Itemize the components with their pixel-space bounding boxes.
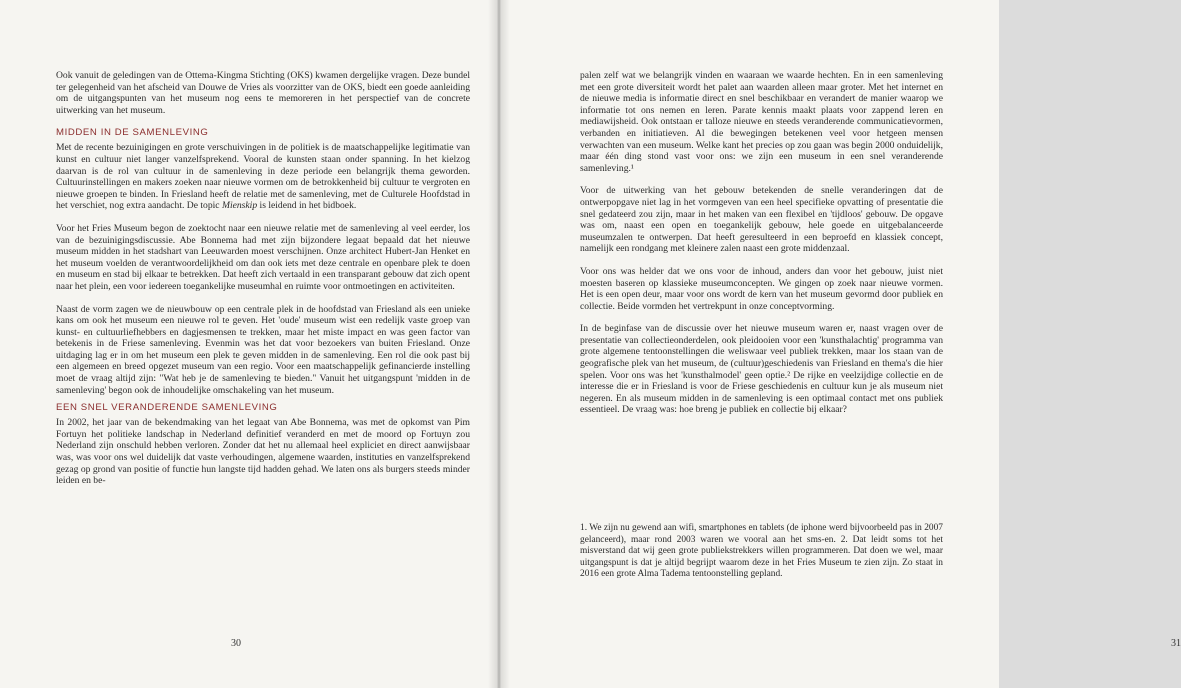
paragraph-text: is leidend in het bidboek. [257,200,357,212]
paragraph: In de beginfase van de discussie over het nieuwe museum waren er, naast vragen over de presentatie van collectieonderdelen, ook pleidooien voor een 'kunsthalachtig' programma van grote algemene tentoonstellingen die weliswaar veel publiek trekken, maar los staan van de geografische plek van het museum, de (cultuur)geschiedenis van Friesland en thema's die hier spelen. Voor ons was het 'kunsthalmodel' geen optie.² De rijke en veelzijdige collectie en de interesse die er in Friesland is voor de Friese geschiedenis en cultuur kun je als museum niet negeren. En als museum midden in de samenleving is een optimaal contact met ons publiek essentieel. De vraag was: hoe breng je publiek en collectie bij elkaar? [580,323,943,416]
page-number: 31 [1171,638,1181,649]
footnote-text: 1. We zijn nu gewend aan wifi, smartphones en tablets (de iphone werd bijvoorbeeld pas in 2007 gelanceerd), maar rond 2003 waren we vooral aan het sms-en. 2. Dat leidt soms tot het misverstand dat wij geen grote publiekstrekkers willen programmeren. Dat doen we wel, maar uitgangspunt is dat je altijd begrijpt waarom deze in het Fries Museum te zien zijn. Zo staat in 2016 een grote Alma Tadema tentoonstelling gepland. [580,523,943,580]
paragraph: Voor ons was helder dat we ons voor de inhoud, anders dan voor het gebouw, juist niet moesten baseren op klassieke museumconcepten. We gingen op zoek naar nieuwe vormen. Het is een open deur, maar voor ons wordt de kern van het museum gevormd door publiek en collectie. Beide vormden het vertrekpunt in onze conceptvorming. [580,265,943,312]
paragraph: Naast de vorm zagen we de nieuwbouw op een centrale plek in de hoofdstad van Friesland als een unieke kans om ook het museum een nieuwe rol te geven. Het 'oude' museum wist een redelijk vaste groep van kunst- en cultuurliefhebbers en dagjesmensen te trekken, maar het miste impact en was geen factor van betekenis in de Friese samenleving. Evenmin was het dat voor bezoekers van buiten Friesland. Onze uitdaging lag er in om het museum een plek te geven midden in de samenleving. Een rol die ook past bij een algemeen en breed opgezet museum van een regio. Voor een maatschappelijk gefinancierde instelling moet de vraag altijd zijn: "Wat heb je de samenleving te bieden." Vanuit het uitgangspunt 'midden in de samenleving' begon ook de inhoudelijke omschakeling van het museum. [56,303,470,396]
paragraph [56,142,470,212]
paragraph: Voor de uitwerking van het gebouw betekenden de snelle veranderingen dat de ontwerpopgave niet lag in het vormgeven van een heel specifieke opvatting of presentatie die snel gedateerd zou zijn, maar in het maken van een flexibel en 'tijdloos' gebouw. De opgave was om, naast een open en toegankelijk gebouw, hele goede en uitgebalanceerde museumzalen te ontwerpen. Dat heeft geresulteerd in een beproefd en klassiek concept, namelijk een rondgang met kleinere zalen naast een grote middenzaal. [580,185,943,255]
italic-term: Mienskip [221,200,258,212]
footnotes [580,523,943,581]
section-heading: MIDDEN IN DE SAMENLEVING [56,127,209,139]
page-number: 30 [231,638,241,649]
paragraph: Voor het Fries Museum begon de zoektocht naar een nieuwe relatie met de samenleving al veel eerder, los van de bezuinigingsdiscussie. Abe Bonnema had met zijn bijzondere legaat bepaald dat het nieuwe museum midden in het stadshart van Leeuwarden moest verschijnen. Onze architect Hubert-Jan Henket en het museum voelden de verantwoordelijkheid om dan ook iets met deze centrale en openbare plek te doen en museum en stad bij elkaar te betrekken. Dat heeft zich vertaald in een transparant gebouw dat zich opent naar het plein, een voor iedereen toegankelijke museumhal en ruimte voor ontmoetingen en activiteiten. [56,222,470,292]
paragraph-text: Met de recente bezuinigingen en grote verschuivingen in de politiek is de maatschappelijke legitimatie van kunst en cultuur niet langer vanzelfsprekend. Vooral de kunsten staan onder spanning. In het kielzog daarvan is de rol van cultuur in de samenleving in deze periode een belangrijk thema geworden. Cultuurinstellingen en makers zoeken naar nieuwe vormen om de betrokkenheid bij cultuur te vergroten en nieuwe groepen te binden. In Friesland heeft de relatie met de samenleving, met de Culturele Hoofdstad in het verschiet, nog extra aandacht. De topic [56,142,470,212]
paragraph: Ook vanuit de geledingen van de Ottema-Kingma Stichting (OKS) kwamen dergelijke vragen. Deze bundel ter gelegenheid van het afscheid van Douwe de Vries als voorzitter van de OKS, biedt een goede aanleiding om de uitgangspunten van het museum nog eens te memoreren in het perspectief van de concrete uitwerking van het museum. [56,70,470,116]
paragraph: palen zelf wat we belangrijk vinden en waaraan we waarde hechten. En in een samenleving met een grote diversiteit wordt het palet aan waarden alleen maar groter. Met het internet en de nieuwe media is informatie direct en snel beschikbaar en verandert de manier waarop we informatie tot ons nemen en leren. Parate kennis maakt plaats voor zappend leren en mediawijsheid. Ook ontstaan er talloze nieuwe en steeds veranderende communicatievormen, verbanden en initiatieven. Al die bewegingen betekenen veel voor hetgeen mensen verwachten van een museum. Welke kant het precies op zou gaan was begin 2000 onduidelijk, maar één ding stond vast voor ons: we zijn een museum in een snel veranderende samenleving.¹ [580,70,943,174]
left-page [0,0,498,688]
section-heading: EEN SNEL VERANDERENDE SAMENLEVING [56,402,278,414]
right-page [498,0,1181,688]
paragraph: In 2002, het jaar van de bekendmaking van het legaat van Abe Bonnema, was met de opkomst van Pim Fortuyn het politieke landschap in Nederland definitief veranderd en met de moord op Fortuyn zou Nederland zijn onschuld hebben verloren. Zonder dat het nu allemaal heel expliciet en direct aanwijsbaar was, was voor ons wel duidelijk dat vaste verhoudingen, algemene waarden, instituties en vanzelfsprekend gezag op grond van positie of functie hun langste tijd hadden gehad. We laten ons als burgers steeds minder leiden en be- [56,417,470,487]
